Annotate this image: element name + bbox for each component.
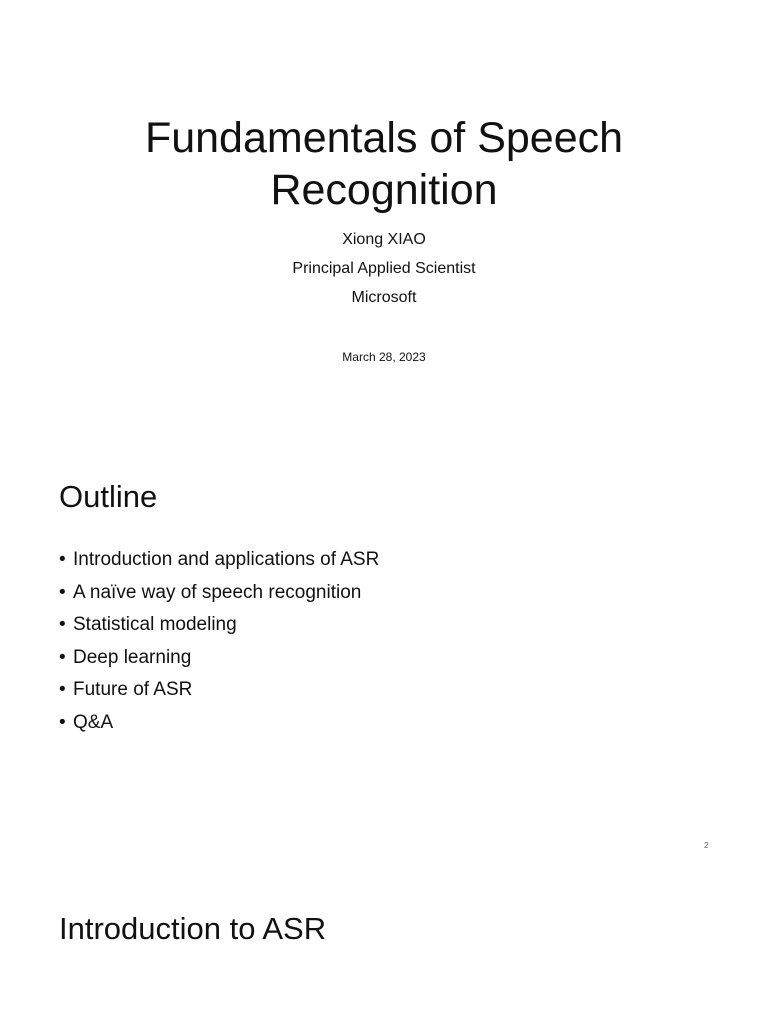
bullet-icon: •: [59, 549, 66, 570]
list-item-text: Q&A: [73, 711, 114, 733]
presentation-title: [0, 112, 768, 216]
intro-heading: Introduction to ASR: [59, 911, 327, 946]
list-item-text: A naïve way of speech recognition: [73, 581, 362, 603]
list-item: [59, 646, 379, 679]
outline-heading: Outline: [59, 479, 158, 514]
title-line-1: Fundamentals of Speech: [144, 114, 624, 162]
list-item: [59, 613, 379, 646]
outline-list: [59, 548, 379, 743]
list-item-text: Deep learning: [73, 646, 192, 668]
intro-slide: [0, 864, 768, 1024]
page-number: 2: [704, 841, 709, 850]
list-item: [59, 581, 379, 614]
list-item: [59, 711, 379, 744]
list-item: [59, 548, 379, 581]
bullet-icon: •: [59, 679, 66, 700]
outline-slide: [0, 432, 768, 864]
list-item-text: Future of ASR: [73, 679, 193, 700]
bullet-icon: •: [59, 711, 66, 733]
author-name: Xiong XIAO: [342, 231, 426, 248]
title-line-2: Recognition: [270, 166, 498, 214]
bullet-icon: •: [59, 646, 66, 668]
author-organization: Microsoft: [351, 289, 417, 306]
list-item-text: Statistical modeling: [73, 614, 237, 635]
bullet-icon: •: [59, 581, 66, 603]
presentation-date: March 28, 2023: [342, 350, 426, 364]
bullet-icon: •: [59, 614, 66, 635]
title-slide: [0, 0, 768, 432]
list-item-text: Introduction and applications of ASR: [73, 549, 380, 570]
list-item: [59, 678, 379, 711]
author-role: Principal Applied Scientist: [292, 260, 476, 277]
